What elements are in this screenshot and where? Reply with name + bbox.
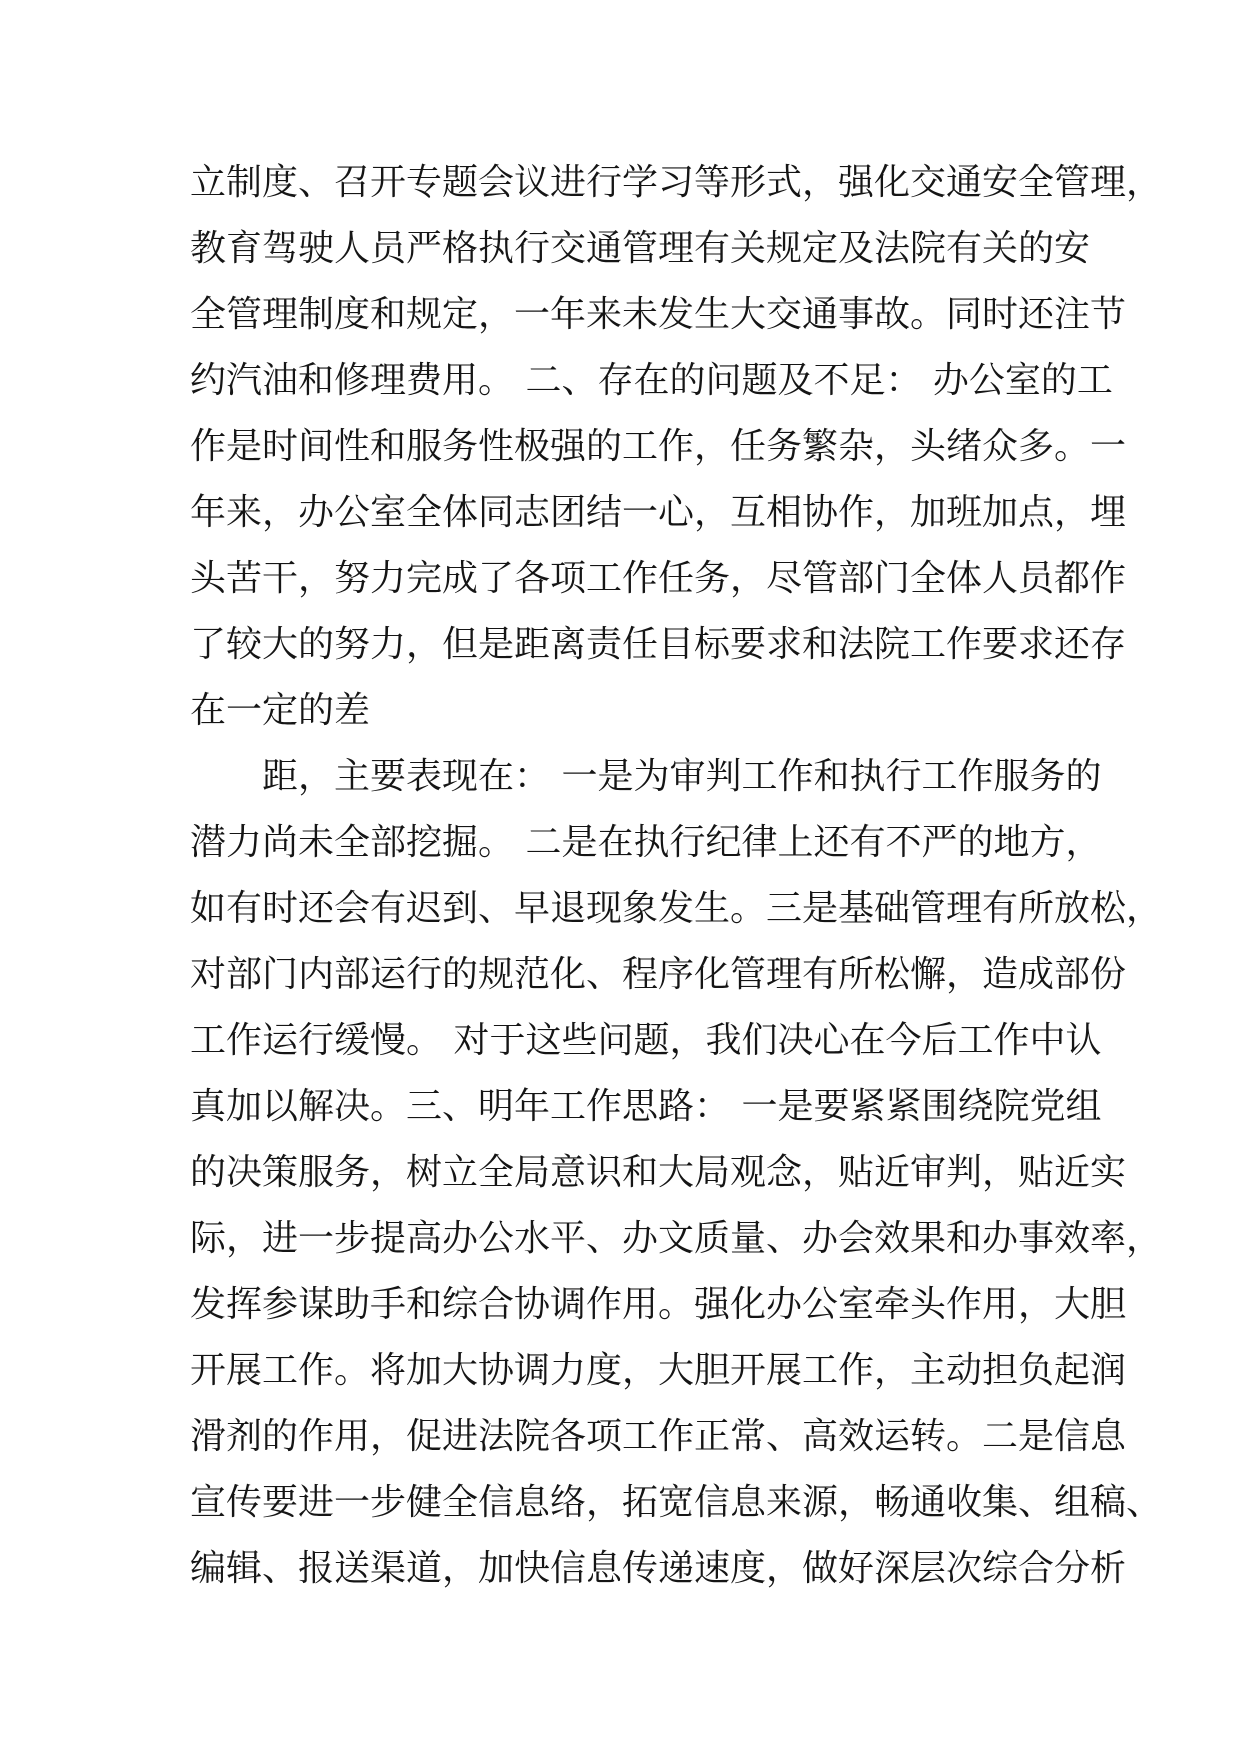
text-line: 年来，办公室全体同志团结一心，互相协作，加班加点，埋 (190, 492, 1127, 533)
text-line: 教育驾驶人员严格执行交通管理有关规定及法院有关的安 (190, 228, 1091, 269)
text-line: 潜力尚未全部挖掘。 二是在执行纪律上还有不严的地方， (190, 822, 1102, 863)
text-line: 如有时还会有迟到、早退现象发生。三是基础管理有所放松， (190, 888, 1163, 929)
text-line: 真加以解决。三、明年工作思路： 一是要紧紧围绕院党组 (190, 1086, 1102, 1127)
text-line: 对部门内部运行的规范化、程序化管理有所松懈，造成部份 (190, 954, 1127, 995)
text-line: 宣传要进一步健全信息络，拓宽信息来源，畅通收集、组稿、 (190, 1482, 1163, 1523)
text-line: 了较大的努力，但是距离责任目标要求和法院工作要求还存 (190, 624, 1127, 665)
text-line: 作是时间性和服务性极强的工作，任务繁杂，头绪众多。一 (190, 426, 1127, 467)
text-line: 的决策服务，树立全局意识和大局观念，贴近审判，贴近实 (190, 1152, 1127, 1193)
text-line: 距，主要表现在： 一是为审判工作和执行工作服务的 (262, 756, 1102, 797)
text-line: 在一定的差 (190, 690, 371, 731)
text-line: 立制度、召开专题会议进行学习等形式，强化交通安全管理， (190, 162, 1163, 203)
text-line: 滑剂的作用，促进法院各项工作正常、高效运转。二是信息 (190, 1416, 1127, 1457)
text-line: 发挥参谋助手和综合协调作用。强化办公室牵头作用，大胆 (190, 1284, 1127, 1325)
text-line: 工作运行缓慢。 对于这些问题，我们决心在今后工作中认 (190, 1020, 1102, 1061)
text-line: 际，进一步提高办公水平、办文质量、办会效果和办事效率， (190, 1218, 1163, 1259)
text-line: 开展工作。将加大协调力度，大胆开展工作，主动担负起润 (190, 1350, 1127, 1391)
text-line: 约汽油和修理费用。 二、存在的问题及不足： 办公室的工 (190, 360, 1113, 401)
text-line: 编辑、报送渠道，加快信息传递速度，做好深层次综合分析 (190, 1548, 1127, 1589)
text-line: 头苦干，努力完成了各项工作任务，尽管部门全体人员都作 (190, 558, 1127, 599)
text-line: 全管理制度和规定，一年来未发生大交通事故。同时还注节 (190, 294, 1127, 335)
